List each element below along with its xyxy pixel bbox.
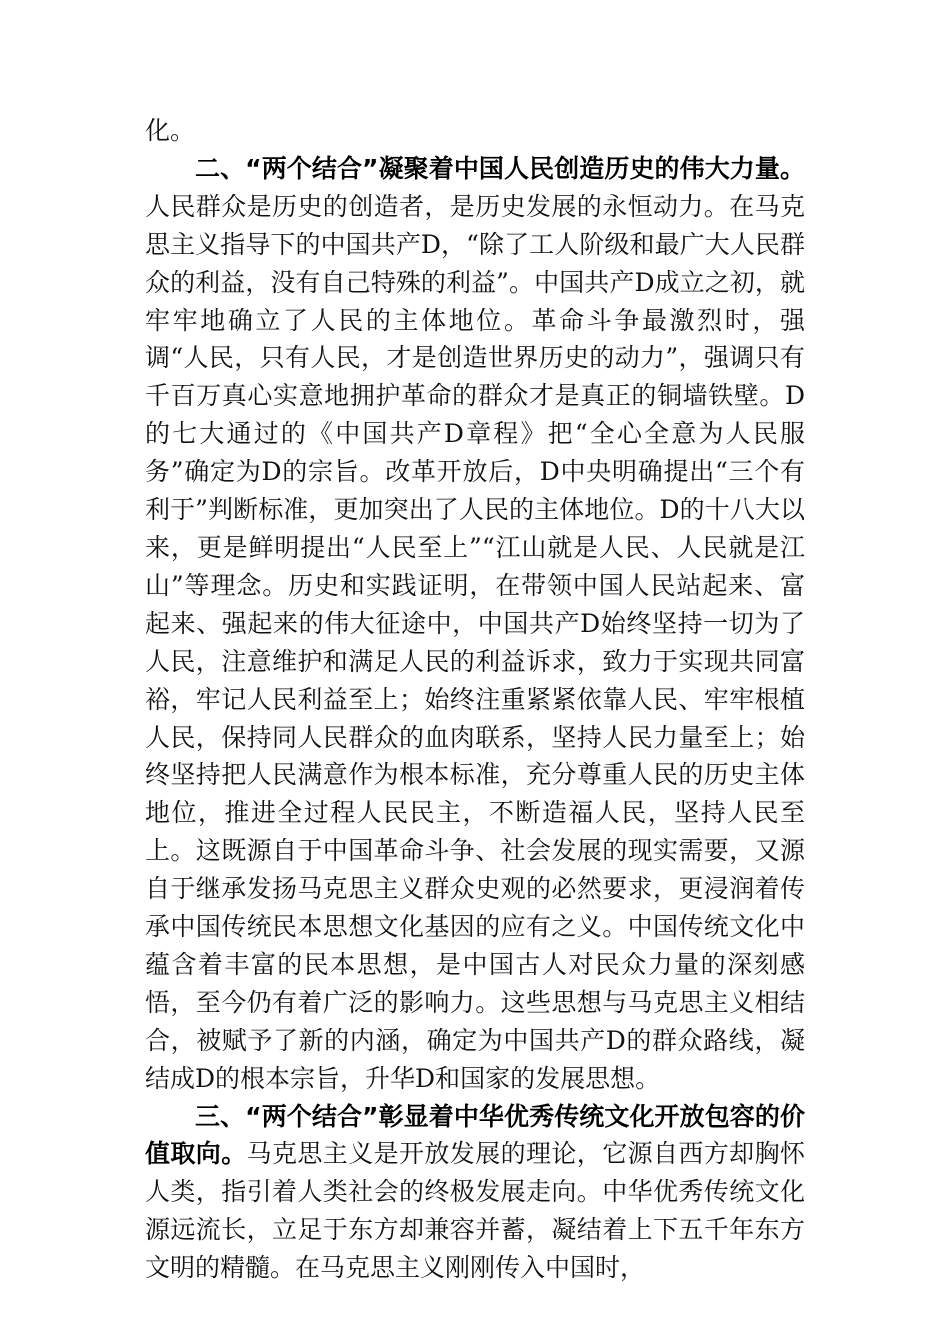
- paragraph-section-two: [145, 150, 805, 1098]
- section-heading: 二、“两个结合”凝聚着中国人民创造历史的伟大力量。: [195, 153, 805, 183]
- paragraph-section-three: [145, 1098, 805, 1288]
- paragraph-continuation: [145, 112, 805, 150]
- paragraph-body: 化。: [145, 116, 196, 145]
- section-heading: 三、“两个结合”彰显着中华优秀传统文化开放包容的价值取向。: [145, 1101, 805, 1169]
- paragraph-body: 马克思主义是开放发展的理论，它源自西方却胸怀人类，指引着人类社会的终极发展走向。中华优秀传统文化源远流长，立足于东方却兼容并蓄，凝结着上下五千年东方文明的精髓。在马克思主义刚刚传入中国时，: [145, 1139, 805, 1283]
- paragraph-body: 人民群众是历史的创造者，是历史发展的永恒动力。在马克思主义指导下的中国共产D，“除了工人阶级和最广大人民群众的利益，没有自己特殊的利益”。中国共产D成立之初，就牢牢地确立了人民的主体地位。革命斗争最激烈时，强调“人民，只有人民，才是创造世界历史的动力”，强调只有千百万真心实意地拥护革命的群众才是真正的铜墙铁壁。D的七大通过的《中国共产D章程》把“全心全意为人民服务”确定为D的宗旨。改革开放后，D中央明确提出“三个有利于”判断标准，更加突出了人民的主体地位。D的十八大以来，更是鲜明提出“人民至上”“江山就是人民、人民就是江山”等理念。历史和实践证明，在带领中国人民站起来、富起来、强起来的伟大征途中，中国共产D始终坚持一切为了人民，注意维护和满足人民的利益诉求，致力于实现共同富裕，牢记人民利益至上；始终注重紧紧依靠人民、牢牢根植人民，保持同人民群众的血肉联系，坚持人民力量至上；始终坚持把人民满意作为根本标准，充分尊重人民的历史主体地位，推进全过程人民民主，不断造福人民，坚持人民至上。这既源自于中国革命斗争、社会发展的现实需要，又源自于继承发扬马克思主义群众史观的必然要求，更浸润着传承中国传统民本思想文化基因的应有之义。中国传统文化中蕴含着丰富的民本思想，是中国古人对民众力量的深刻感悟，至今仍有着广泛的影响力。这些思想与马克思主义相结合，被赋予了新的内涵，确定为中国共产D的群众路线，凝结成D的根本宗旨，升华D和国家的发展思想。: [145, 191, 805, 1093]
- document-body: [145, 112, 805, 1287]
